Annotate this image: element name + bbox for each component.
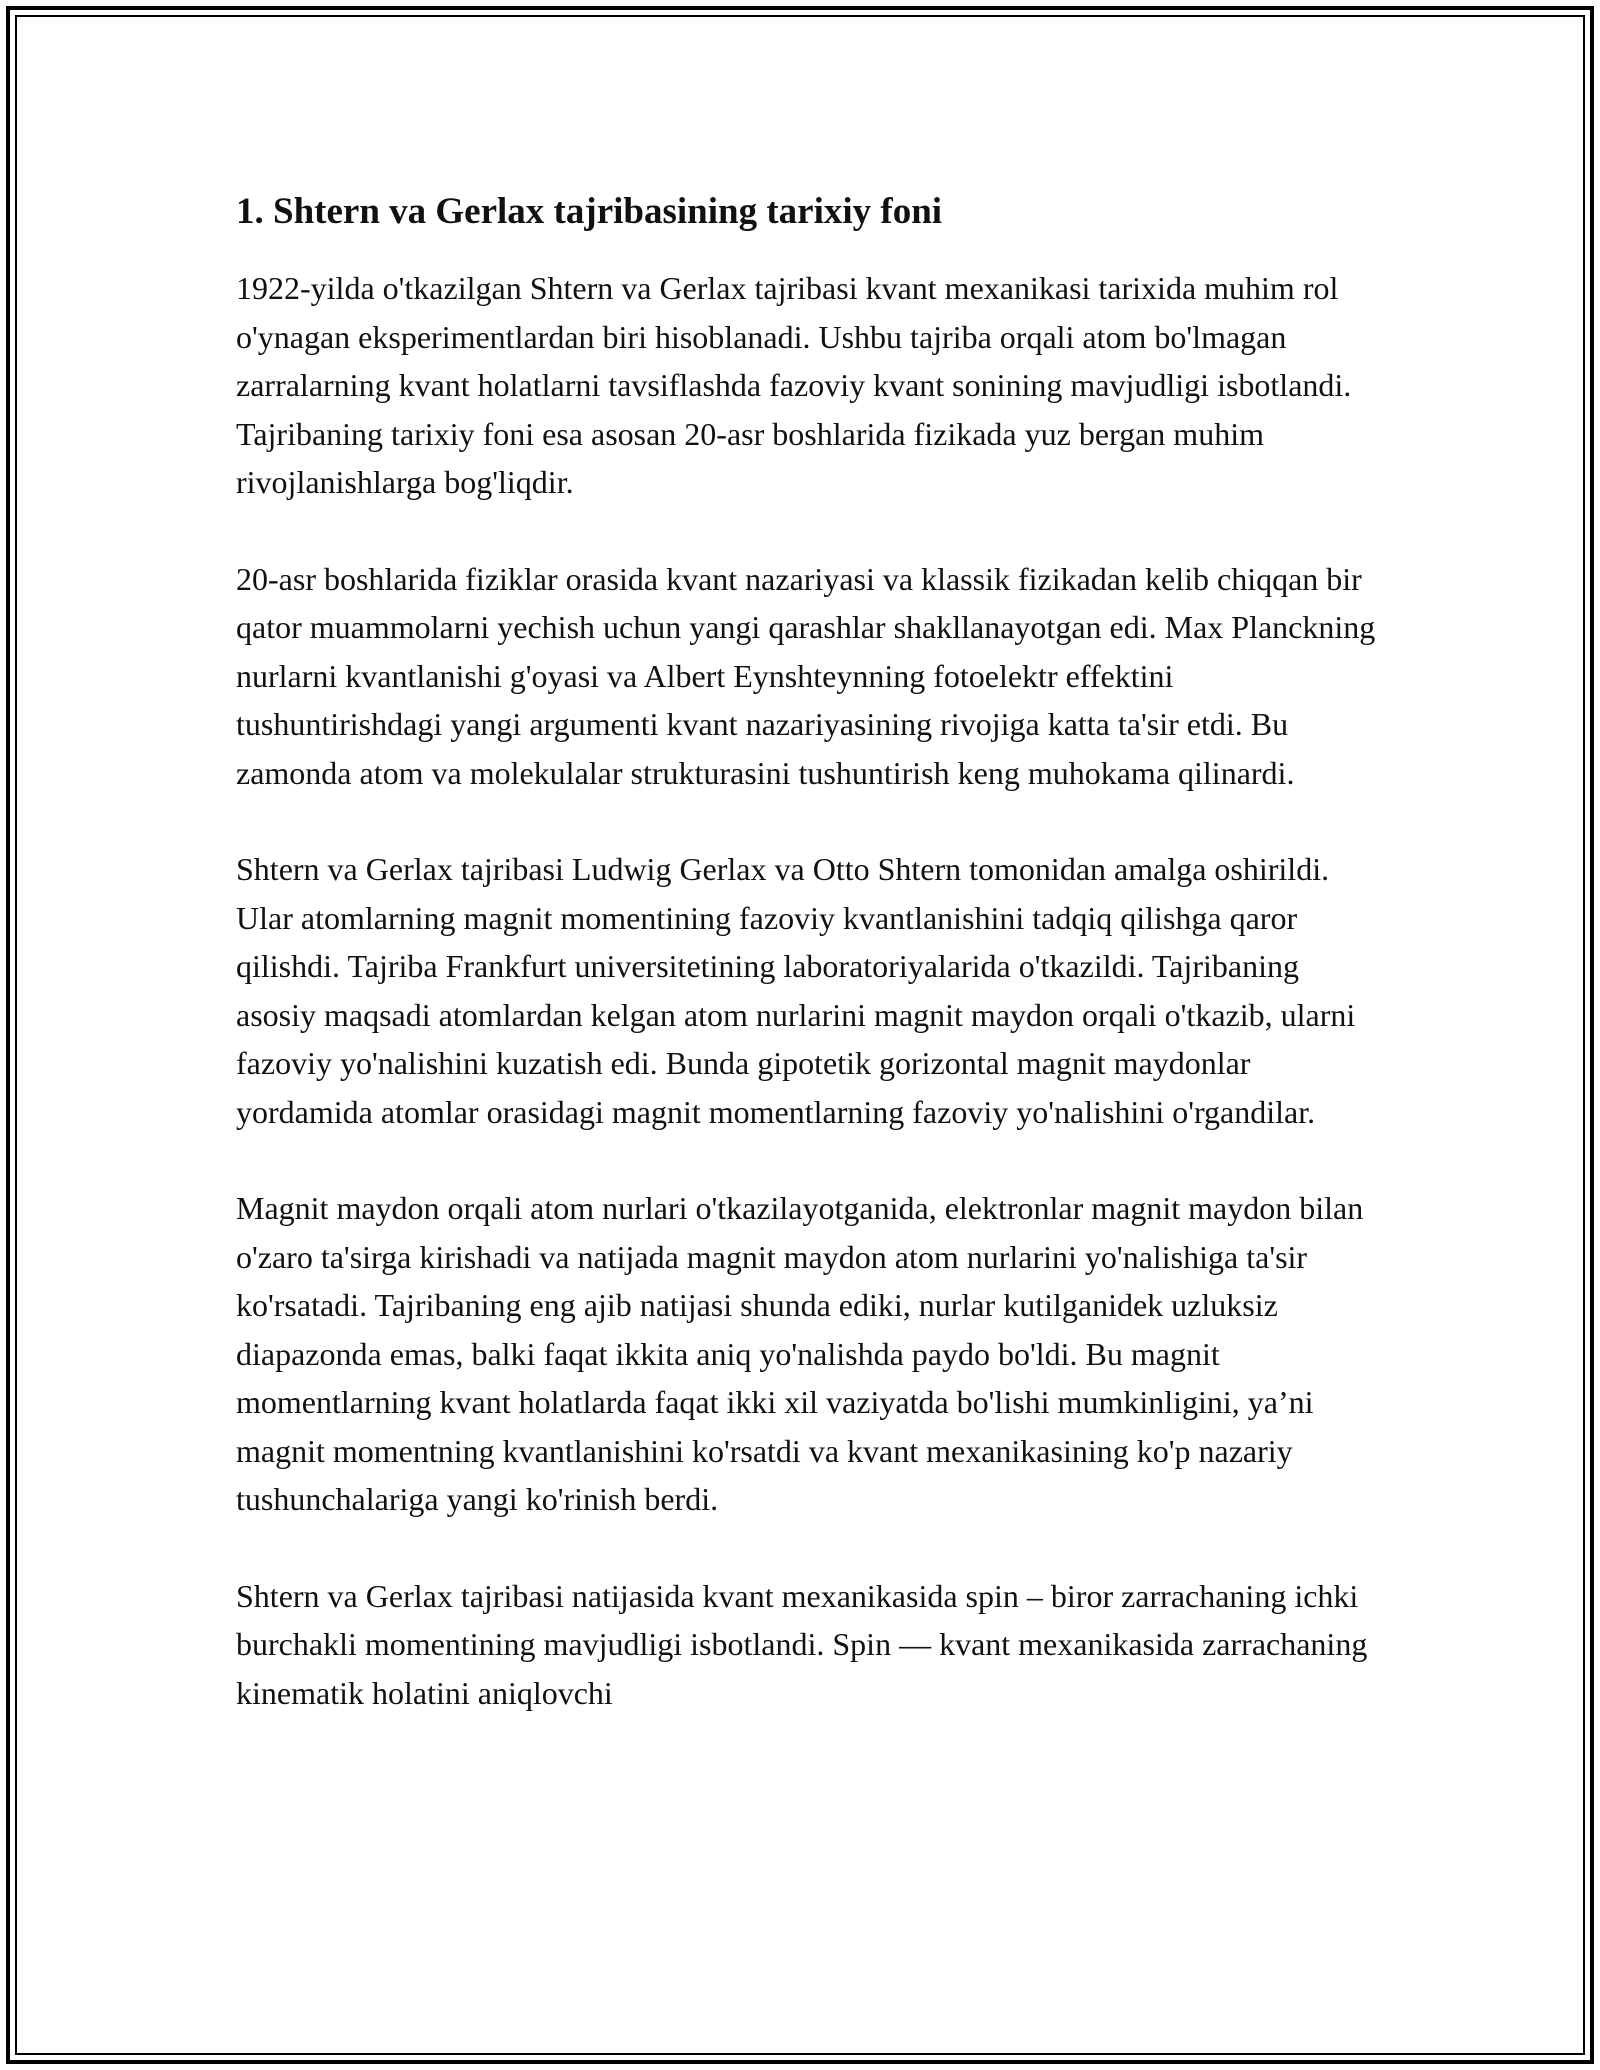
- paragraph-2: 20-asr boshlarida fiziklar orasida kvant nazariyasi va klassik fizikadan kelib chiqqan bir qator muammolarni yechish uchun yangi qarashlar shakllanayotgan edi. Max Planckning nurlarni kvantlanishi g'oyasi va Albert Eynshteynning fotoelektr effektini tushuntirishdagi yangi argumenti kvant nazariyasining rivojiga katta ta'sir etdi. Bu zamonda atom va molekulalar strukturasini tushuntirish keng muhokama qilinardi.: [236, 560, 1376, 791]
- paragraph-4: Magnit maydon orqali atom nurlari o'tkazilayotganida, elektronlar magnit maydon bilan o'zaro ta'sirga kirishadi va natijada magnit maydon atom nurlarini yo'nalishiga ta'sir ko'rsatadi. Tajribaning eng ajib natijasi shunda ediki, nurlar kutilganidek uzluksiz diapazonda emas, balki faqat ikkita aniq yo'nalishda paydo bo'ldi. Bu magnit momentlarning kvant holatlarda faqat ikki xil vaziyatda bo'lishi mumkinligini, ya’ni magnit momentning kvantlanishini ko'rsatdi va kvant mexanikasining ko'p nazariy tushunchalariga yangi ko'rinish berdi.: [236, 1190, 1364, 1517]
- paragraph-1: 1922-yilda o'tkazilgan Shtern va Gerlax tajribasi kvant mexanikasi tarixida muhim rol o'ynagan eksperimentlardan biri hisoblanadi. Ushbu tajriba orqali atom bo'lmagan zarralarning kvant holatlarni tavsiflashda fazoviy kvant sonining mavjudligi isbotlandi. Tajribaning tarixiy foni esa asosan 20-asr boshlarida fizikada yuz bergan muhim rivojlanishlarga bog'liqdir.: [236, 270, 1352, 500]
- paragraph-5: Shtern va Gerlax tajribasi natijasida kvant mexanikasida spin – biror zarrachaning ichki burchakli momentining mavjudligi isbotlandi. Spin — kvant mexanikasida zarrachaning kinematik holatini aniqlovchi: [236, 1577, 1368, 1711]
- section-heading: 1. Shtern va Gerlax tajribasining tarixiy foni: [236, 191, 943, 232]
- document-body: [236, 186, 1376, 1765]
- paragraph-3: Shtern va Gerlax tajribasi Ludwig Gerlax va Otto Shtern tomonidan amalga oshirildi. Ular atomlarning magnit momentining fazoviy kvantlanishini tadqiq qilishga qaror qilishdi. Tajriba Frankfurt universitetining laboratoriyalarida o'tkazildi. Tajribaning asosiy maqsadi atomlardan kelgan atom nurlarini magnit maydon orqali o'tkazib, ularni fazoviy yo'nalishini kuzatish edi. Bunda gipotetik gorizontal magnit maydonlar yordamida atomlar orasidagi magnit momentlarning fazoviy yo'nalishini o'rgandilar.: [236, 851, 1356, 1130]
